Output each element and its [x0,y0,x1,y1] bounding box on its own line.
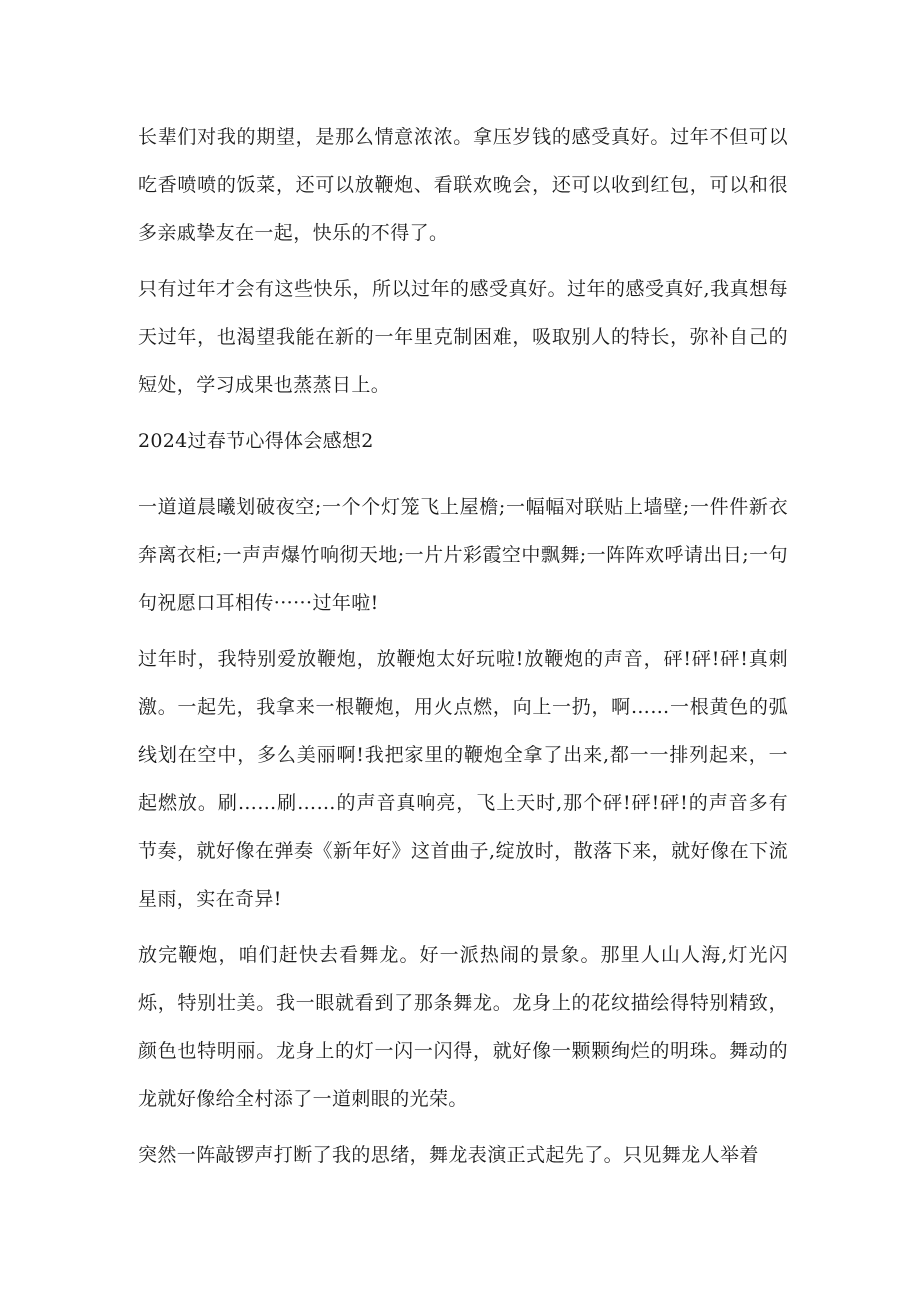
section-heading: 2024过春节心得体会感想2 [138,430,374,452]
body-paragraph: 突然一阵敲锣声打断了我的思绪，舞龙表演正式起先了。只见舞龙人举着 [138,1144,759,1166]
body-paragraph: 放完鞭炮，咱们赶快去看舞龙。好一派热闹的景象。那里人山人海,灯光闪烁，特别壮美。我一眼就看到了那条舞龙。龙身上的花纹描绘得特别精致，颜色也特明丽。龙身上的灯一闪一闪得，就好像一颗颗绚烂的明珠。舞动的龙就好像给全村添了一道刺眼的光荣。 [138,944,788,1110]
body-paragraph: 长辈们对我的期望，是那么情意浓浓。拿压岁钱的感受真好。过年不但可以吃香喷喷的饭菜，还可以放鞭炮、看联欢晚会，还可以收到红包，可以和很多亲戚挚友在一起，快乐的不得了。 [138,126,788,244]
body-paragraph: 只有过年才会有这些快乐，所以过年的感受真好。过年的感受真好,我真想每天过年，也渴望我能在新的一年里克制困难，吸取别人的特长，弥补自己的短处，学习成果也蒸蒸日上。 [138,278,788,396]
body-paragraph: 一道道晨曦划破夜空;一个个灯笼飞上屋檐;一幅幅对联贴上墙壁;一件件新衣奔离衣柜;一声声爆竹响彻天地;一片片彩霞空中飘舞;一阵阵欢呼请出日;一句句祝愿口耳相传······过年啦! [138,496,788,614]
body-paragraph: 过年时，我特别爱放鞭炮，放鞭炮太好玩啦!放鞭炮的声音，砰!砰!砰!真刺激。一起先，我拿来一根鞭炮，用火点燃，向上一扔，啊……一根黄色的弧线划在空中，多么美丽啊!我把家里的鞭炮全拿了出来,都一一排列起来，一起燃放。刷……刷……的声音真响亮，飞上天时,那个砰!砰!砰!的声音多有节奏，就好像在弹奏《新年好》这首曲子,绽放时，散落下来，就好像在下流星雨，实在奇异! [138,648,788,910]
